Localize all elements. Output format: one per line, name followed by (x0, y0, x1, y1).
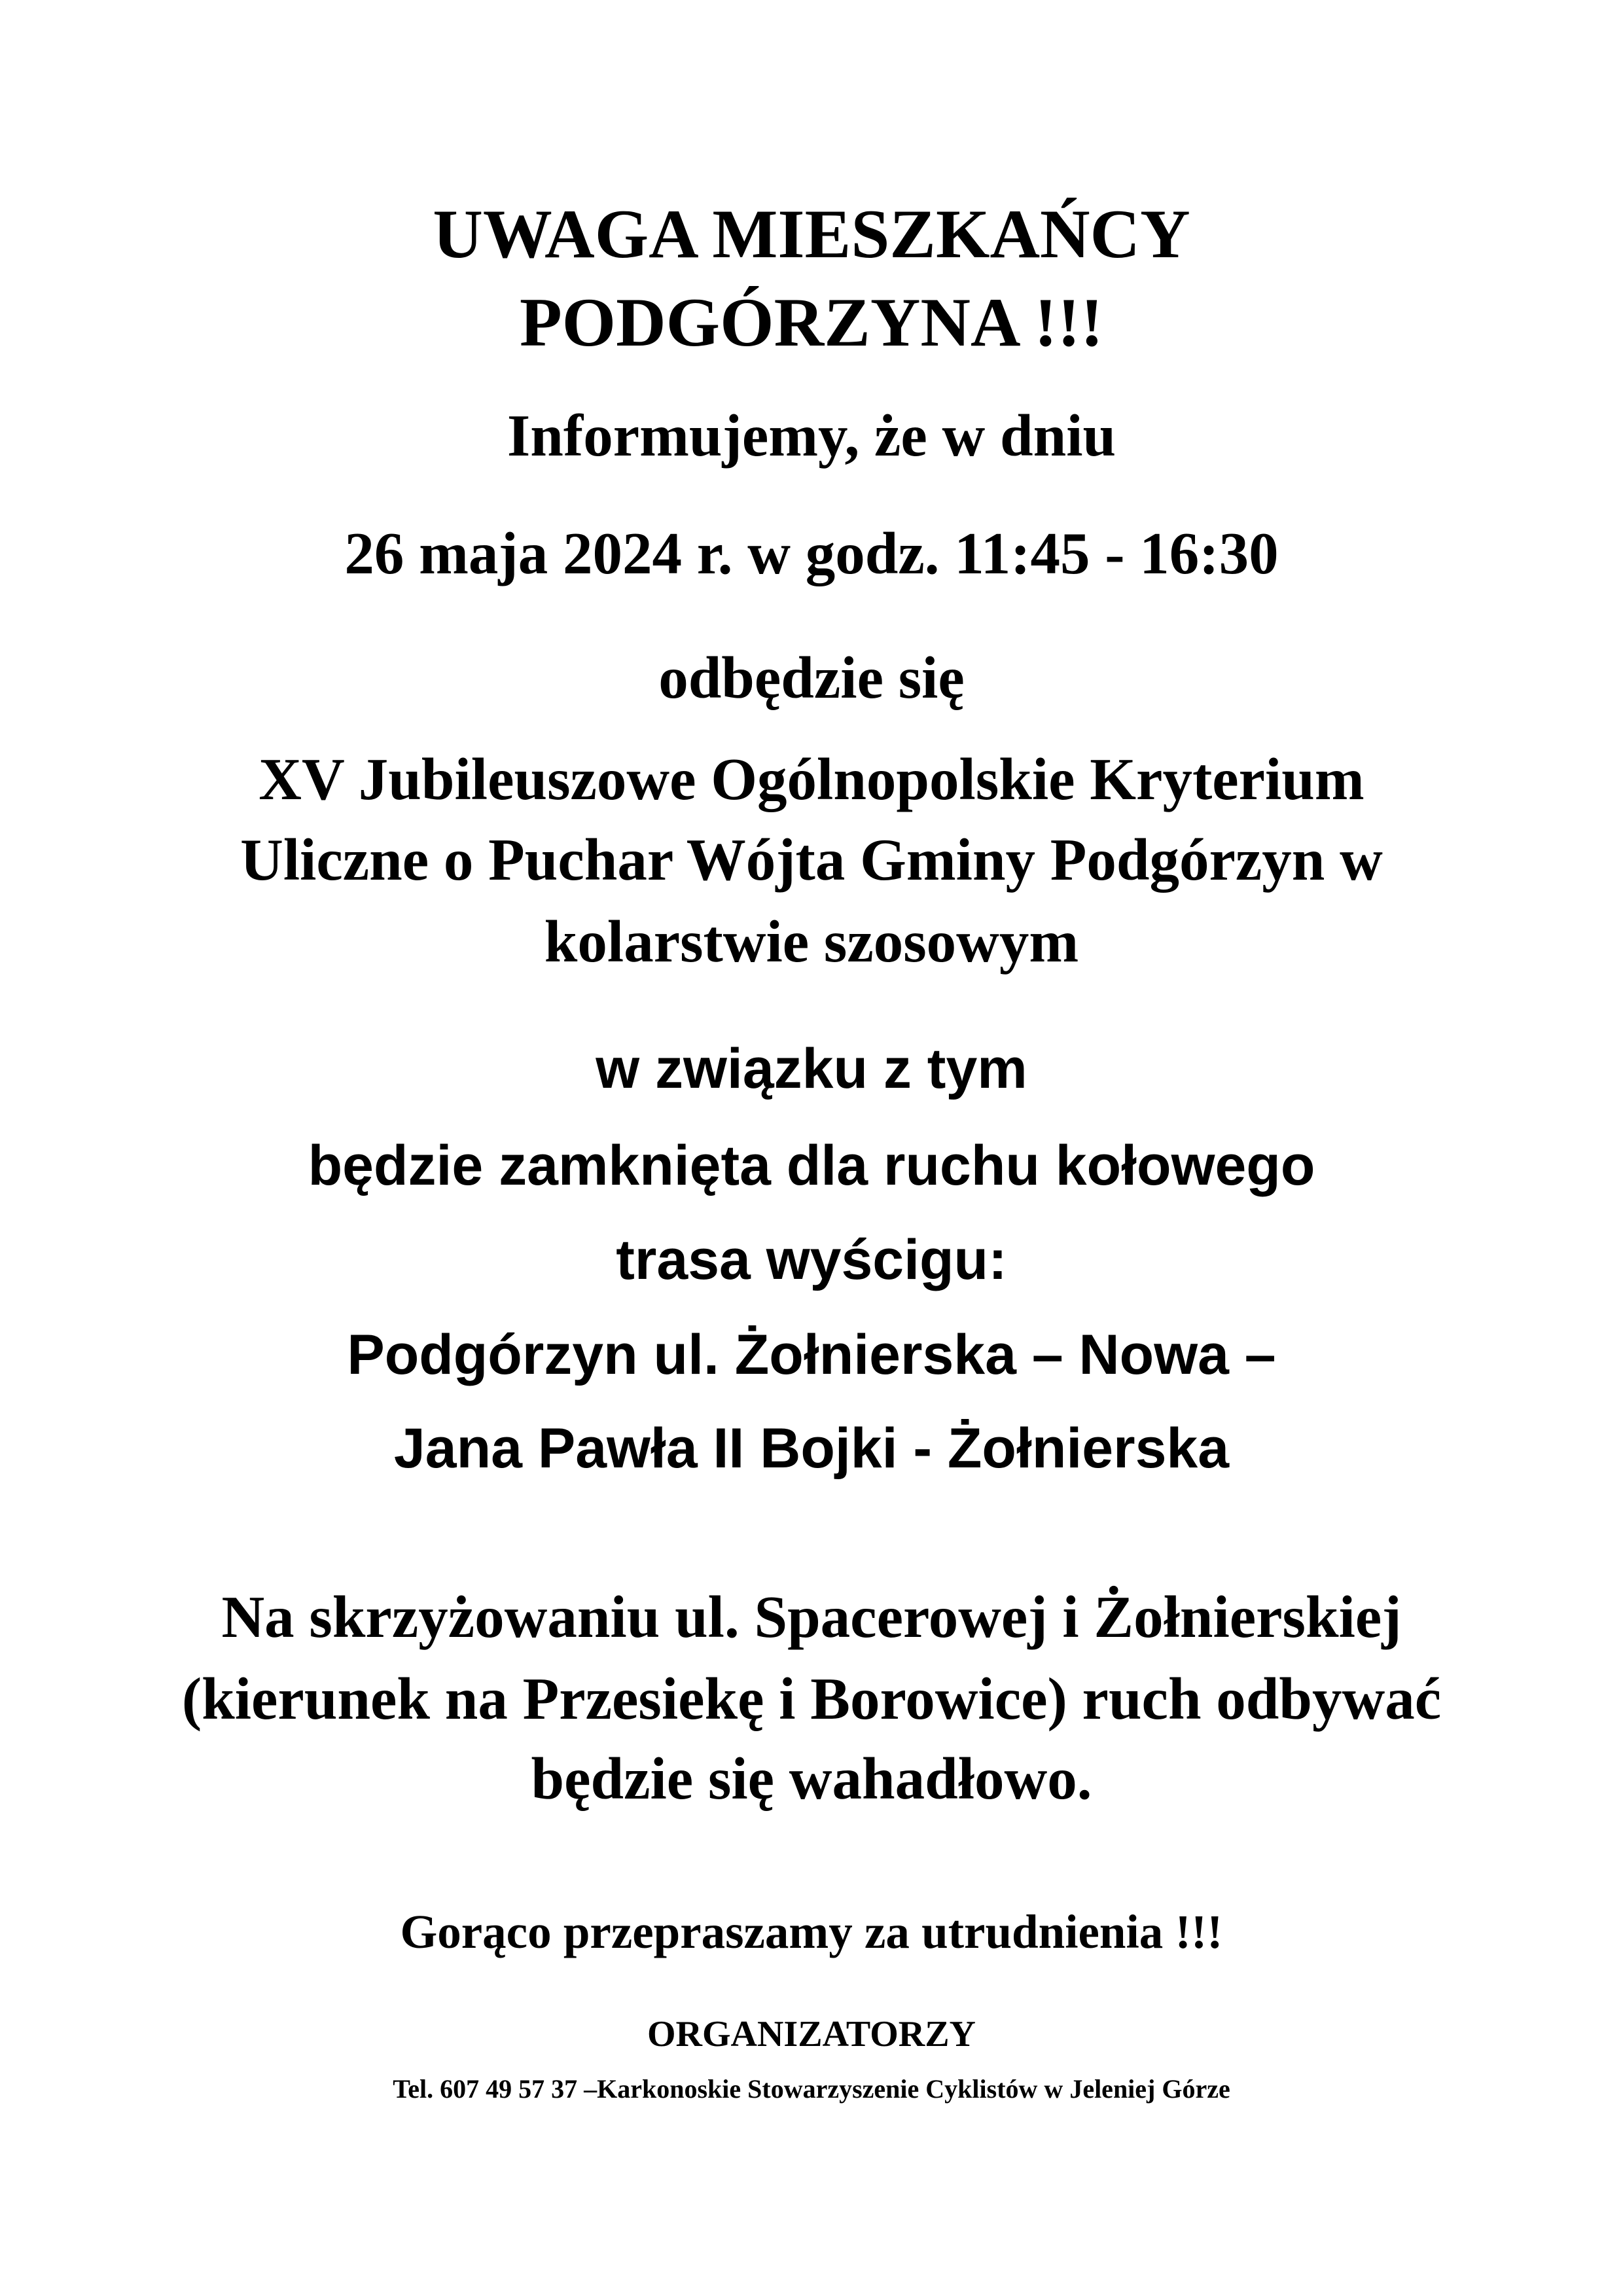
date-time: 26 maja 2024 r. w godz. 11:45 - 16:30 (344, 520, 1279, 586)
apology-text: Gorąco przepraszamy za utrudnienia !!! (400, 1905, 1223, 1958)
will-take-place: odbędzie się (658, 645, 965, 711)
closure-line-3: trasa wyścigu: (616, 1229, 1007, 1291)
contact-line: Tel. 607 49 57 37 –Karkonoskie Stowarzyszenie Cyklistów w Jeleniej Górze (393, 2074, 1230, 2104)
event-name-line-2: Uliczne o Puchar Wójta Gminy Podgórzyn w (240, 827, 1383, 893)
headline-line-2: PODGÓRZYNA !!! (519, 284, 1104, 361)
traffic-note-line-1: Na skrzyżowaniu ul. Spacerowej i Żołnierskiej (221, 1584, 1402, 1650)
route-line-1: Podgórzyn ul. Żołnierska – Nowa – (347, 1323, 1276, 1386)
closure-line-1: w związku z tym (596, 1037, 1027, 1100)
closure-line-2: będzie zamknięta dla ruchu kołowego (308, 1134, 1315, 1197)
traffic-note-line-3: będzie się wahadłowo. (531, 1746, 1092, 1812)
event-name-line-3: kolarstwie szosowym (544, 908, 1079, 975)
route-line-2: Jana Pawła II Bojki - Żołnierska (393, 1417, 1230, 1480)
headline-line-1: UWAGA MIESZKAŃCY (433, 196, 1190, 272)
organizers-label: ORGANIZATORZY (647, 2014, 976, 2054)
intro-text: Informujemy, że w dniu (507, 403, 1116, 469)
traffic-note-line-2: (kierunek na Przesiekę i Borowice) ruch odbywać (181, 1666, 1442, 1732)
event-name-line-1: XV Jubileuszowe Ogólnopolskie Kryterium (259, 746, 1364, 812)
